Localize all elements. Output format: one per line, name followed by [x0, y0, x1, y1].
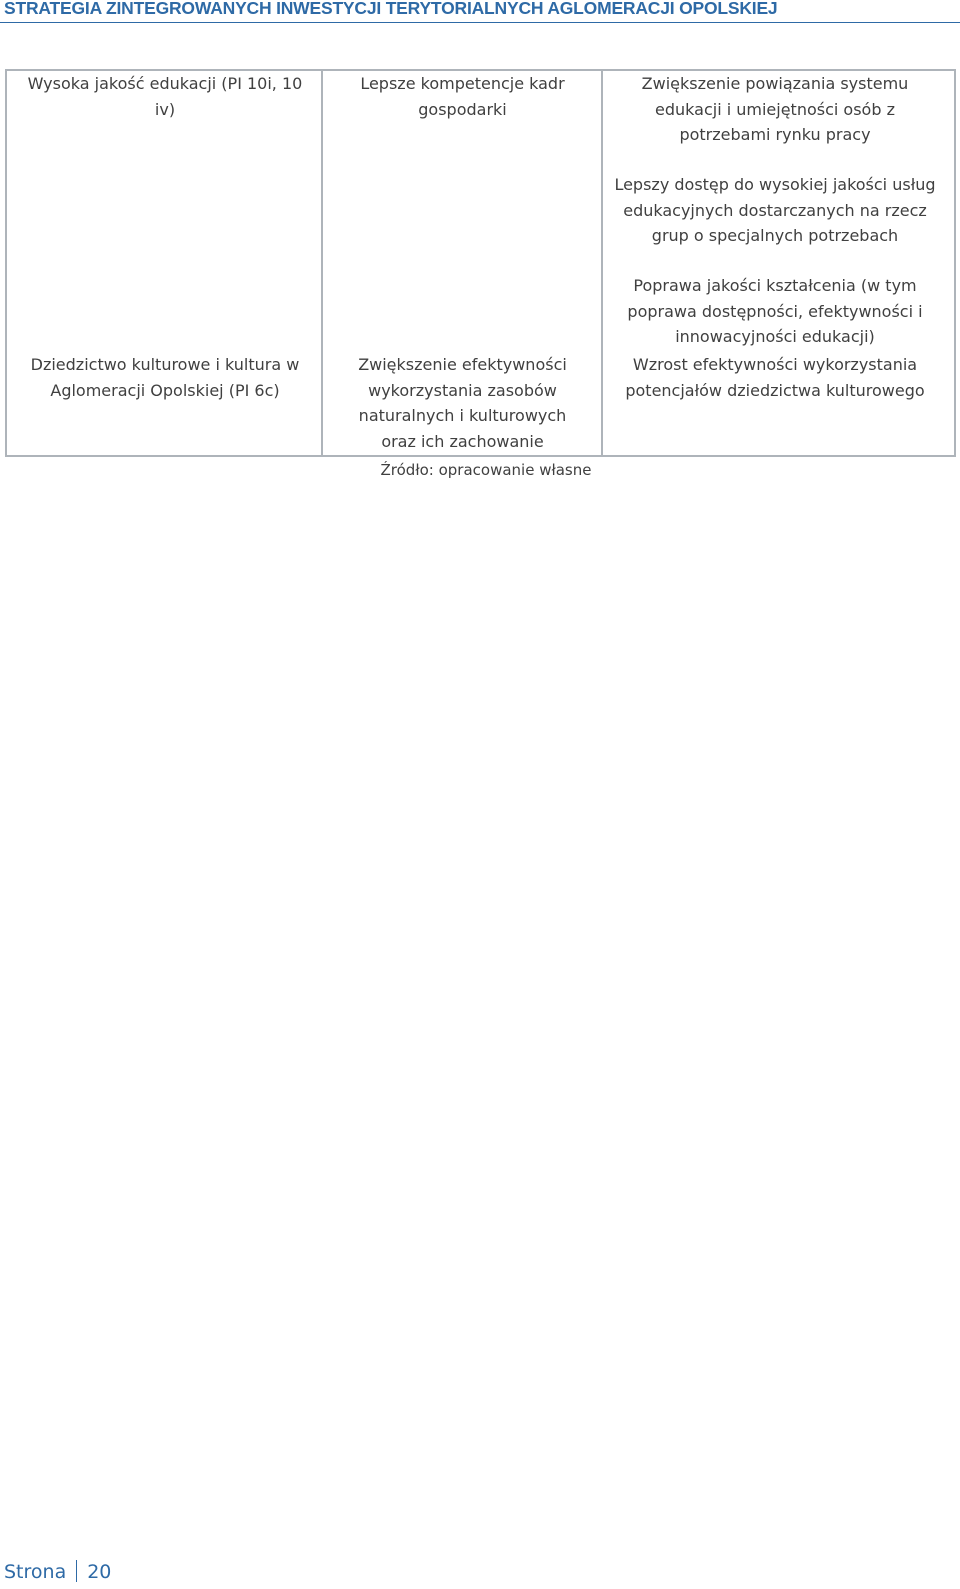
page-header-title: STRATEGIA ZINTEGROWANYCH INWESTYCJI TERYTORIALNYCH AGLOMERACJI OPOLSKIEJ: [4, 0, 778, 18]
table-cell-specific-objective: Lepszy dostęp do wysokiej jakości usług edukacyjnych dostarczanych na rzecz grup o specjalnych potrzebach: [614, 175, 936, 245]
footer-page-label: Strona: [4, 1561, 67, 1583]
table-cell-objective: Lepsze kompetencje kadr gospodarki: [360, 74, 565, 119]
table-cell-priority: Dziedzictwo kulturowe i kultura w Aglomeracji Opolskiej (PI 6c): [30, 355, 300, 400]
footer-page-number: 20: [87, 1561, 112, 1583]
table-source-note: Źródło: opracowanie własne: [380, 461, 592, 479]
table-cell-specific-objective: Wzrost efektywności wykorzystania potencjałów dziedzictwa kulturowego: [625, 355, 925, 400]
table-cell-specific-objective: Poprawa jakości kształcenia (w tym poprawa dostępności, efektywności i innowacyjności edukacji): [627, 276, 923, 346]
page-footer: [4, 1560, 111, 1584]
table-cell-priority: Wysoka jakość edukacji (PI 10i, 10 iv): [27, 74, 303, 119]
header-divider: [0, 22, 960, 23]
table-column-divider: [601, 69, 603, 457]
table-cell-objective: Zwiększenie efektywności wykorzystania zasobów naturalnych i kulturowych oraz ich zachowanie: [358, 355, 567, 451]
table-cell-specific-objective: Zwiększenie powiązania systemu edukacji i umiejętności osób z potrzebami rynku pracy: [641, 74, 909, 144]
table-column-divider: [321, 69, 323, 457]
footer-separator: [76, 1560, 77, 1582]
